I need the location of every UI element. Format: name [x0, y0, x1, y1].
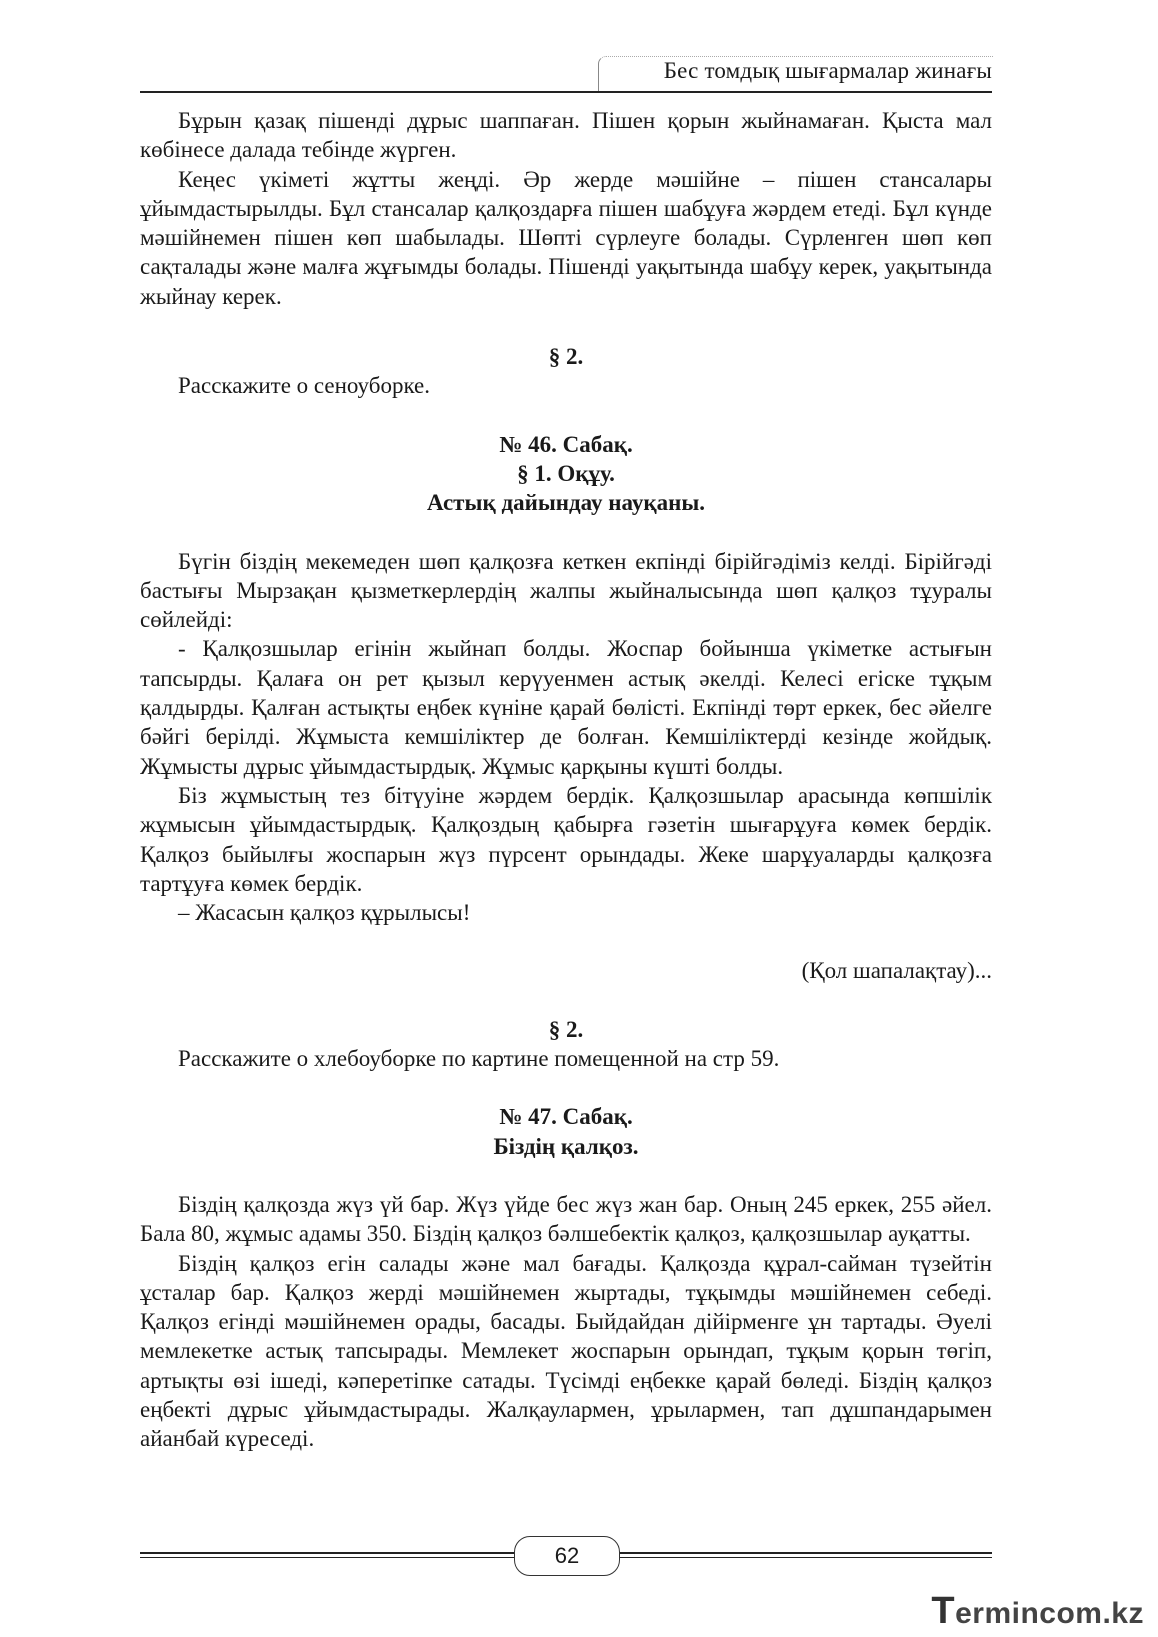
stage-direction: (Қол шапалақтау)... [801, 958, 992, 984]
paragraph: Біз жұмыстың тез бітүуіне жәрдем бердік. Қалқозшылар арасында көпшілік жұмысын ұйымдастырдық. Қалқоздың қабырға гәзетін шығарұуға көмек бердік. Қалқоз быйылғы жоспарын жүз пүрсент орындады. Жеке шарұуаларды қалқозға тартұуға көмек бердік. [140, 782, 992, 896]
footer-rule-right-thin [620, 1557, 992, 1558]
section-heading: № 47. Сабақ. [499, 1104, 633, 1130]
watermark-logo: Termincom.kz [931, 1590, 1144, 1632]
footer-rule-left [140, 1552, 515, 1554]
paragraph: Біздің қалқоз егін салады және мал бағады. Қалқозда құрал-сайман түзейтін ұсталар бар. Қалқоз жерді мәшійнемен жыртады, тұқымды мәшійнемен себеді. Қалқоз егінді мәшійнемен орады, басады. Быйдайдан дійірменге ұн тартады. Әуелі мемлекетке астық тапсырады. Мемлекет жоспарын орындап, тұқым қорын төгіп, артықты өзі ішеді, кәперетіпке сатады. Түсімді еңбекке қарай бөледі. Біздің қалқоз еңбекті дұрыс ұйымдастырады. Жалқаулармен, ұрылармен, тап дұшпандарымен айанбай күреседі. [140, 1250, 992, 1452]
page-number: 62 [514, 1536, 620, 1576]
section-heading: № 46. Сабақ. [499, 431, 633, 457]
section-heading: § 2. [548, 344, 584, 370]
paragraph: Бүгін біздің мекемеден шөп қалқозға кеткен екпінді бірійгәдіміз келді. Бірійгәді бастығы Мырзақан қызметкерлердің жалпы жыйналысында шөп қалқоз тұуралы сөйлейді: [140, 548, 992, 633]
paragraph: – Жасасын қалқоз құрылысы! [178, 900, 471, 926]
paragraph: Расскажите о сеноуборке. [178, 373, 431, 399]
footer-rule-left-thin [140, 1557, 515, 1558]
paragraph: - Қалқозшылар егінін жыйнап болды. Жоспар бойынша үкіметке астығын тапсырды. Қалаға он рет қызыл керүуенмен астық әкелді. Келесі егіске тұқым қалдырды. Қалған астықты еңбек күніне қарай бөлісті. Екпінді төрт еркек, бес әйелге бәйгі берілді. Жұмыста кемшіліктер де болған. Кемшіліктерді кезінде жойдық. Жұмысты дұрыс ұйымдастырдық. Жұмыс қарқыны күшті болды. [140, 636, 992, 779]
page-body [140, 106, 992, 1454]
section-heading: Астық дайындау науқаны. [426, 490, 706, 516]
running-header: Бес томдық шығармалар жинағы [663, 58, 992, 83]
paragraph: Біздің қалқозда жүз үй бар. Жүз үйде бес жүз жан бар. Оның 245 еркек, 255 әйел. Бала 80, жұмыс адамы 350. Біздің қалқоз бәлшебектік қалқоз, қалқозшылар ауқатты. [140, 1191, 992, 1247]
section-heading: § 1. Оқұу. [517, 460, 615, 486]
paragraph: Расскажите о хлебоуборке по картине помещенной на стр 59. [178, 1046, 780, 1072]
paragraph: Бұрын қазақ пішенді дұрыс шаппаған. Пішен қорын жыйнамаған. Қыста мал көбінесе далада тебінде жүрген. [140, 108, 992, 163]
footer-rule-right [620, 1552, 992, 1554]
section-heading: § 2. [548, 1016, 584, 1042]
section-heading: Біздің қалқоз. [493, 1133, 639, 1159]
paragraph: Кеңес үкіметі жұтты жеңді. Әр жерде мәшійне – пішен стансалары ұйымдастырылды. Бұл стансалар қалқоздарға пішен шабұуға жәрдем етеді. Бұл күнде мәшійнемен пішен көп шабылады. Шөпті сүрлеуге болады. Сүрленген шөп көп сақталады және малға жұғымды болады. Пішенді уақытында шабұу керек, уақытында жыйнау керек. [140, 166, 992, 309]
header-rule [140, 91, 992, 93]
